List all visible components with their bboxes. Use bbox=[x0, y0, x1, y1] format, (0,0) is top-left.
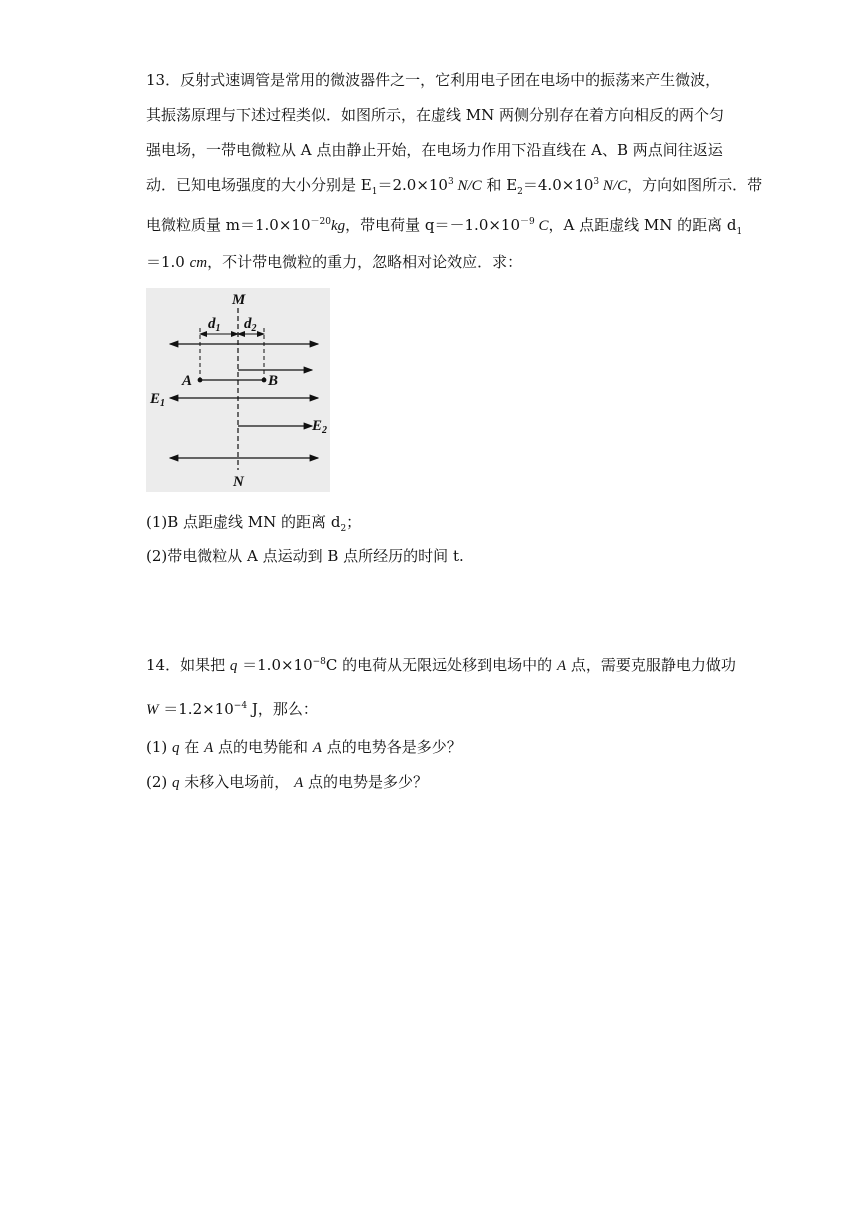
q14-subquestion-1: (1) q 在 A 点的电势能和 A 点的电势各是多少？ bbox=[146, 738, 462, 756]
q13-subquestion-2: (2)带电微粒从 A 点运动到 B 点所经历的时间 t. bbox=[146, 547, 464, 565]
label-b: B bbox=[268, 373, 279, 389]
q13-line-4: 动．已知电场强度的大小分别是 $E_1=2.0\times 10^3$ N/C 和 $E_2=4.0\times 10^3$ N/C，方向如图所示．带 bbox=[146, 176, 763, 197]
point-b bbox=[262, 378, 267, 383]
field-diagram-svg bbox=[146, 288, 330, 492]
label-e2: $E_2$ bbox=[312, 418, 328, 436]
label-e1: $E_1$ bbox=[150, 391, 166, 409]
point-a bbox=[198, 378, 203, 383]
q13-line-5: 电微粒质量 $m=1.0\times 10^{-20}kg$，带电荷量 $q=-1.0\times 10^{-9}$ C，A 点距虚线 MN 的距离 $d_1$ bbox=[146, 216, 743, 237]
q13-line-6: ＝1.0 cm，不计带电微粒的重力，忽略相对论效应．求： bbox=[146, 253, 523, 271]
q14-line-1: 14．如果把 $q =1.0\times 10^{-8}C$ 的电荷从无限远处移到电场中的 A 点，需要克服静电力做功 bbox=[146, 656, 736, 674]
label-a: A bbox=[182, 373, 193, 389]
q14-subquestion-2: (2) q 未移入电场前， A 点的电势是多少？ bbox=[146, 773, 429, 791]
label-m: M bbox=[232, 292, 246, 308]
q13-line-2: 其振荡原理与下述过程类似．如图所示，在虚线 MN 两侧分别存在着方向相反的两个匀 bbox=[146, 106, 725, 124]
q13-line-1: 13．反射式速调管是常用的微波器件之一，它利用电子团在电场中的振荡来产生微波， bbox=[146, 71, 721, 89]
label-d1: $d_1$ bbox=[208, 316, 221, 334]
q14-line-2: $W =1.2\times 10^{-4}$ J，那么： bbox=[146, 700, 318, 718]
label-d2: $d_2$ bbox=[244, 316, 257, 334]
q13-subquestion-1: (1)B 点距虚线 MN 的距离 $d_2$； bbox=[146, 513, 362, 534]
label-n: N bbox=[233, 474, 244, 490]
field-diagram bbox=[146, 288, 330, 492]
q13-line-3: 强电场，一带电微粒从 A 点由静止开始，在电场力作用下沿直线在 A、B 两点间往返运 bbox=[146, 141, 723, 159]
